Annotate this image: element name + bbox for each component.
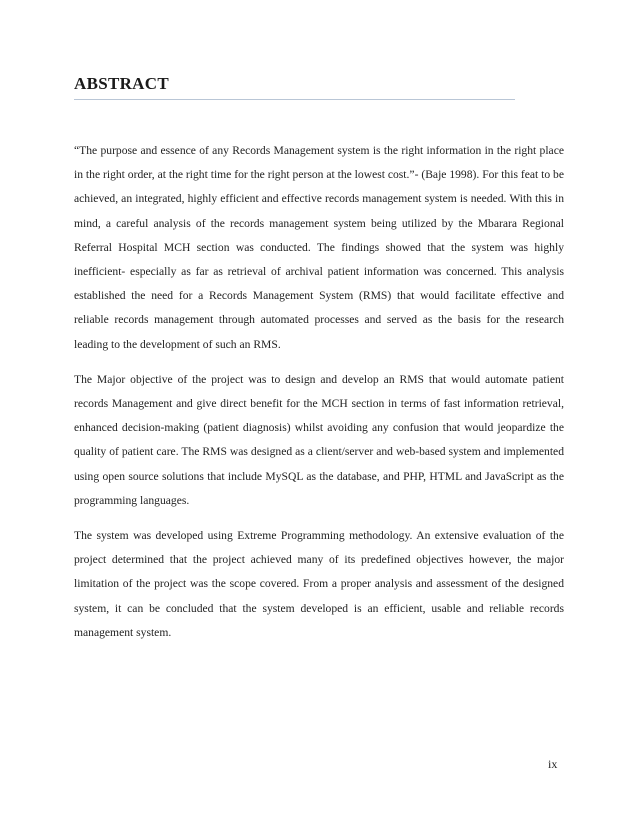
page-number: ix (548, 757, 558, 771)
heading-underline (74, 99, 515, 100)
abstract-paragraph-2: The Major objective of the project was to design and develop an RMS that would automate patient records Management and give direct benefit for the MCH section in terms of fast information retrieval, enhanced decision-making (patient diagnosis) whilst avoiding any confusion that would jeopardize the quality of patient care. The RMS was designed as a client/server and web-based system and implemented using open source solutions that include MySQL as the database, and PHP, HTML and JavaScript as the programming languages. (74, 372, 564, 507)
abstract-paragraph-3: The system was developed using Extreme Programming methodology. An extensive evaluation of the project determined that the project achieved many of its predefined objectives however, the major limitation of the project was the scope covered. From a proper analysis and assessment of the designed system, it can be concluded that the system developed is an efficient, usable and reliable records management system. (74, 529, 564, 639)
abstract-body (74, 139, 564, 656)
section-heading: ABSTRACT (74, 74, 169, 93)
abstract-paragraph-1: “The purpose and essence of any Records Management system is the right information in the right place in the right order, at the right time for the right person at the lowest cost.”- (Baje 1998). For this feat to be achieved, an integrated, highly efficient and effective records management system is needed. With this in mind, a careful analysis of the records management system being utilized by the Mbarara Regional Referral Hospital MCH section was conducted. The findings showed that the system was highly inefficient- especially as far as retrieval of archival patient information was concerned. This analysis established the need for a Records Management System (RMS) that would facilitate effective and reliable records management through automated processes and served as the basis for the research leading to the development of such an RMS. (74, 144, 564, 351)
